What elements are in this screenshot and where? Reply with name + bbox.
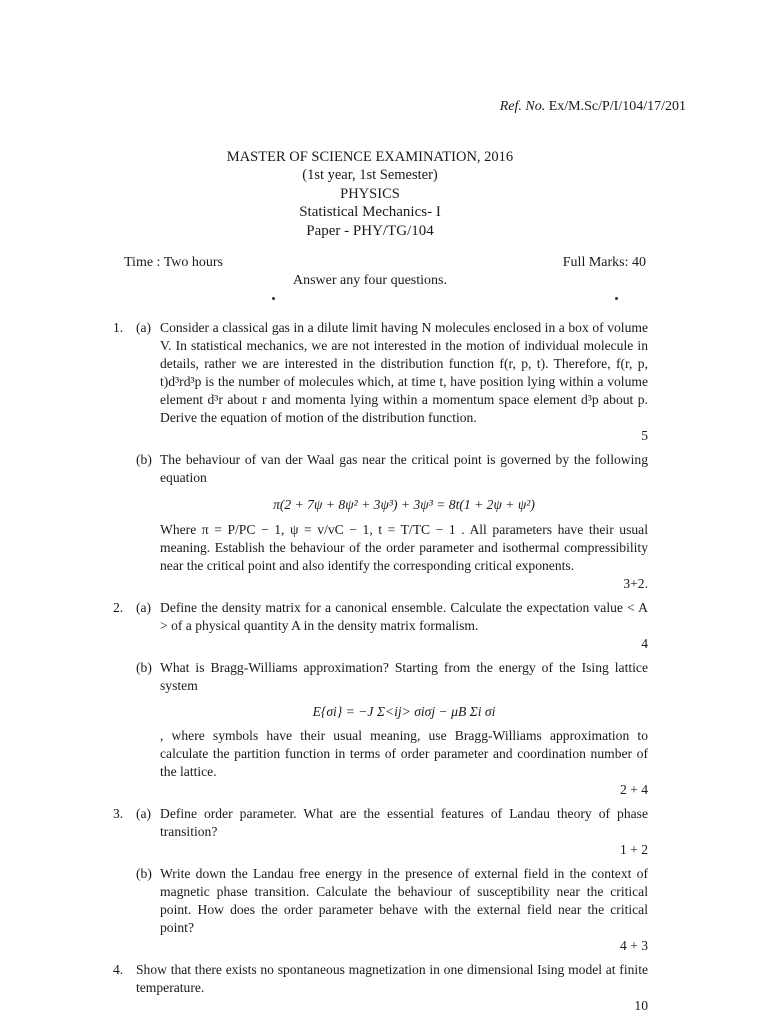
question-marks: 1 + 2 xyxy=(619,842,648,857)
equation: π(2 + 7ψ + 8ψ² + 3ψ³) + 3ψ³ = 8t(1 + 2ψ + ψ²) xyxy=(273,497,535,512)
paper-code: Paper - PHY/TG/104 xyxy=(306,222,434,239)
question-text: Consider a classical gas in a dilute limit having N molecules enclosed in a box of volume V. In statistical mechanics, we are not interested in the motion of individual molecule in details, rather we are interested in the distribution function f(r, p, t). Therefore, f(r, p, t)d³rd³p is the number of molecules which, at time t, have position lying within a volume element d³r about r and momenta lying within a momentum space element d³p about p. Derive the equation of motion of the distribution function. xyxy=(160,320,648,425)
question-3b xyxy=(113,865,648,955)
question-4-body xyxy=(113,961,648,1015)
year-semester: (1st year, 1st Semester) xyxy=(302,167,438,184)
subject: PHYSICS xyxy=(340,185,400,202)
question-marks: 2 + 4 xyxy=(619,782,648,797)
ref-prefix: Ref. No. xyxy=(499,99,546,114)
question-3 xyxy=(113,805,648,955)
question-2 xyxy=(113,599,648,799)
question-text: Define the density matrix for a canonical ensemble. Calculate the expectation value < A > of a physical quantity A in the density matrix formalism. xyxy=(160,600,648,633)
part-label: (a) xyxy=(136,600,152,615)
instruction: Answer any four questions. xyxy=(293,273,447,288)
question-number: 4. xyxy=(113,962,124,977)
exam-heading xyxy=(0,148,740,240)
question-marks: 4 xyxy=(641,636,648,651)
ref-code: Ex/M.Sc/P/I/104/17/201 xyxy=(548,99,686,114)
time-allowed: Time : Two hours xyxy=(124,255,223,270)
question-marks: 3+2. xyxy=(623,576,648,591)
equation: E{σi} = −J Σ<ij> σiσj − μB Σi σi xyxy=(312,704,496,719)
question-text: The behaviour of van der Waal gas near the critical point is governed by the following equation xyxy=(160,452,648,485)
exam-title: MASTER OF SCIENCE EXAMINATION, 2016 xyxy=(226,149,514,165)
part-label: (a) xyxy=(136,320,152,335)
question-1 xyxy=(113,319,648,593)
reference-number xyxy=(500,99,686,115)
question-4 xyxy=(113,961,648,1015)
part-label: (b) xyxy=(136,660,152,675)
part-label: (b) xyxy=(136,452,152,467)
question-text: Write down the Landau free energy in the presence of external field in the context of magnetic phase transition. Calculate the behaviour of susceptibility near the critical point. How does the order parameter behave with the external field near the critical point? xyxy=(160,866,648,935)
question-number: 3. xyxy=(113,806,124,821)
question-text-continued: , where symbols have their usual meaning, use Bragg-Williams approximation to calculate the partition function in terms of order parameter and coordination number of the lattice. xyxy=(160,728,648,779)
question-marks: 5 xyxy=(641,428,648,443)
question-number: 2. xyxy=(113,600,124,615)
question-marks: 4 + 3 xyxy=(619,938,648,953)
question-text: What is Bragg-Williams approximation? Starting from the energy of the Ising lattice system xyxy=(160,660,648,693)
question-3a xyxy=(113,805,648,859)
question-2a xyxy=(113,599,648,653)
part-label: (b) xyxy=(136,866,152,881)
question-text: Show that there exists no spontaneous magnetization in one dimensional Ising model at finite temperature. xyxy=(136,962,648,995)
question-list xyxy=(113,319,648,1021)
part-label: (a) xyxy=(136,806,152,821)
question-2b xyxy=(113,659,648,799)
question-1b xyxy=(113,451,648,593)
full-marks: Full Marks: 40 xyxy=(562,255,646,270)
course-name: Statistical Mechanics- I xyxy=(299,204,441,221)
question-marks: 10 xyxy=(634,998,648,1013)
question-number: 1. xyxy=(113,320,124,335)
question-text: Define order parameter. What are the essential features of Landau theory of phase transition? xyxy=(160,806,648,839)
question-1a xyxy=(113,319,648,445)
question-text-continued: Where π = P/PC − 1, ψ = v/vC − 1, t = T/TC − 1 . All parameters have their usual meaning. Establish the behaviour of the order parameter and isothermal compressibility near the critical point and also identify the corresponding critical exponents. xyxy=(160,522,648,573)
